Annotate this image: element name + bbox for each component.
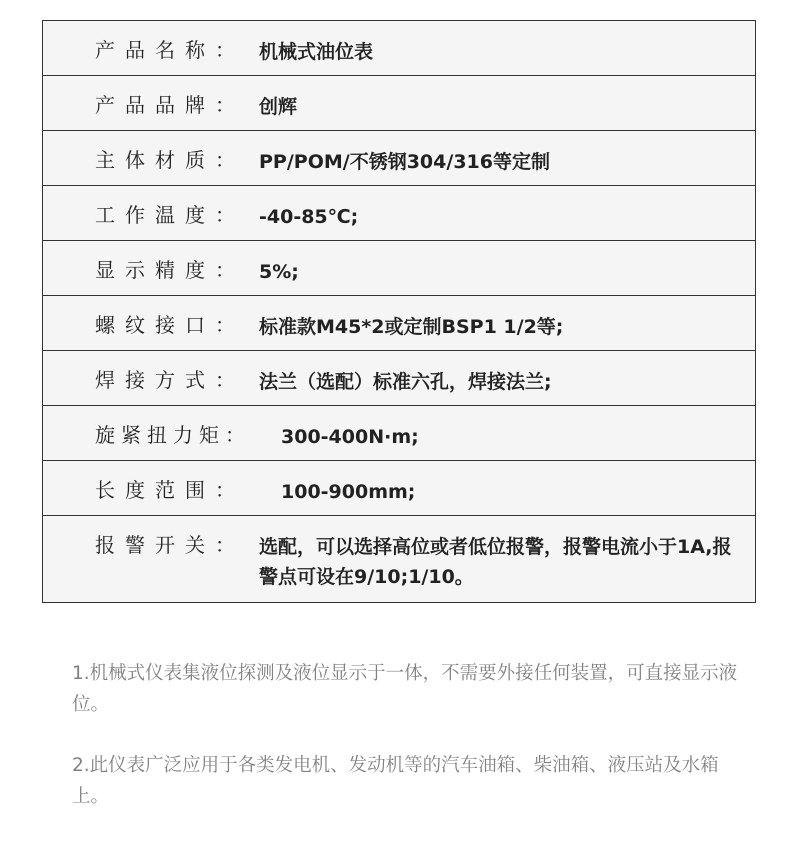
- spec-label: 螺纹接口：: [95, 313, 245, 337]
- spec-label: 产品名称：: [95, 38, 245, 62]
- spec-row-product-name: [43, 21, 755, 76]
- spec-label: 显示精度：: [95, 258, 245, 282]
- spec-value: 300-400N·m;: [281, 426, 419, 448]
- spec-row-welding: [43, 351, 755, 406]
- spec-label: 工作温度：: [95, 203, 245, 227]
- spec-row-temperature: [43, 186, 755, 241]
- spec-value: PP/POM/不锈钢304/316等定制: [259, 151, 550, 173]
- spec-value: 法兰（选配）标准六孔，焊接法兰;: [259, 371, 552, 393]
- spec-value: -40-85℃;: [259, 206, 359, 228]
- notes: [72, 658, 752, 842]
- spec-table: [42, 20, 756, 603]
- spec-row-thread: [43, 296, 755, 351]
- spec-label: 长度范围：: [95, 478, 245, 502]
- spec-label: 旋紧扭力矩：: [95, 423, 251, 447]
- spec-label: 产品品牌：: [95, 93, 245, 117]
- spec-value: 标准款M45*2或定制BSP1 1/2等;: [259, 316, 564, 338]
- spec-row-torque: [43, 406, 755, 461]
- note-item: 1.机械式仪表集液位探测及液位显示于一体，不需要外接任何装置，可直接显示液位。: [72, 663, 738, 715]
- spec-value: 5%;: [259, 261, 299, 283]
- spec-value: 选配，可以选择高位或者低位报警，报警电流小于1A,报警点可设在9/10;1/10。: [259, 536, 732, 588]
- spec-row-alarm: [43, 516, 755, 602]
- spec-row-material: [43, 131, 755, 186]
- spec-label: 主体材质：: [95, 148, 245, 172]
- spec-row-brand: [43, 76, 755, 131]
- spec-value: 100-900mm;: [281, 481, 416, 503]
- spec-value: 机械式油位表: [259, 41, 374, 63]
- spec-value: 创辉: [259, 96, 298, 118]
- spec-label: 报警开关：: [95, 533, 245, 557]
- note-item: 2.此仪表广泛应用于各类发电机、发动机等的汽车油箱、柴油箱、液压站及水箱上。: [72, 755, 719, 807]
- spec-label: 焊接方式：: [95, 368, 245, 392]
- spec-row-accuracy: [43, 241, 755, 296]
- spec-row-length: [43, 461, 755, 516]
